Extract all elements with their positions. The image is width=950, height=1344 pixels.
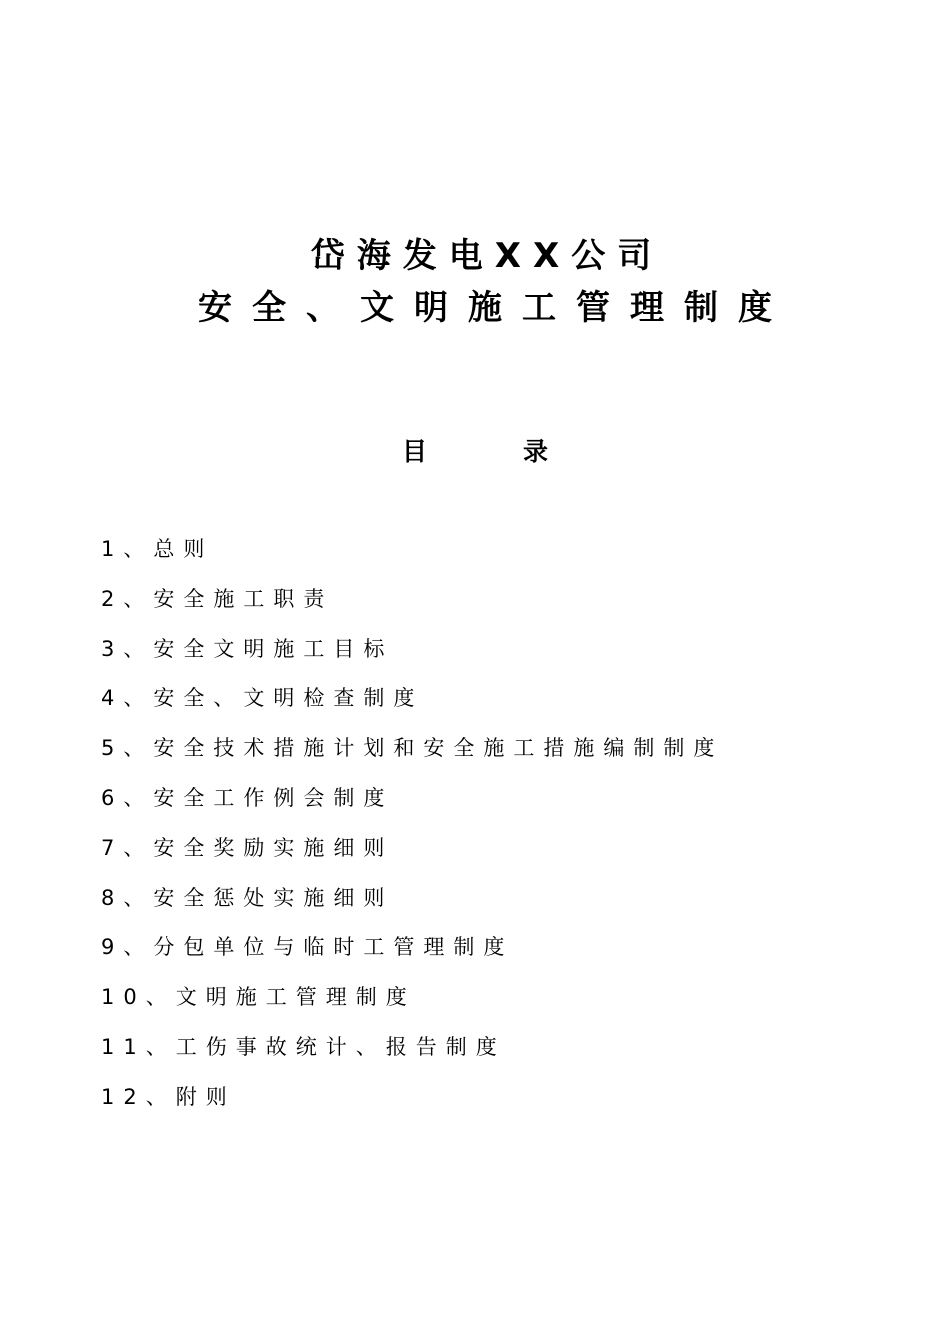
toc-item: 11、工伤事故统计、报告制度 (101, 1034, 506, 1059)
toc-item: 4、安全、文明检查制度 (101, 686, 424, 711)
toc-item: 12、附则 (101, 1084, 236, 1109)
toc-heading-char-1: 目 (401, 437, 427, 466)
toc-item: 6、安全工作例会制度 (101, 785, 394, 810)
toc-list (101, 533, 723, 1131)
toc-item: 3、安全文明施工目标 (101, 636, 394, 661)
document-title-line-1: 岱海发电XX公司 (310, 236, 664, 276)
toc-heading-char-2: 录 (523, 437, 549, 466)
toc-item: 9、分包单位与临时工管理制度 (101, 935, 514, 960)
toc-item: 5、安全技术措施计划和安全施工措施编制制度 (101, 736, 724, 761)
toc-item: 2、安全施工职责 (101, 586, 334, 611)
toc-item: 7、安全奖励实施细则 (101, 835, 394, 860)
toc-item: 10、文明施工管理制度 (101, 985, 416, 1010)
toc-item: 1、总则 (101, 537, 214, 561)
document-title-line-2: 安全、文明施工管理制度 (198, 288, 792, 328)
toc-heading (0, 432, 950, 468)
toc-item: 8、安全惩处实施细则 (101, 885, 394, 910)
